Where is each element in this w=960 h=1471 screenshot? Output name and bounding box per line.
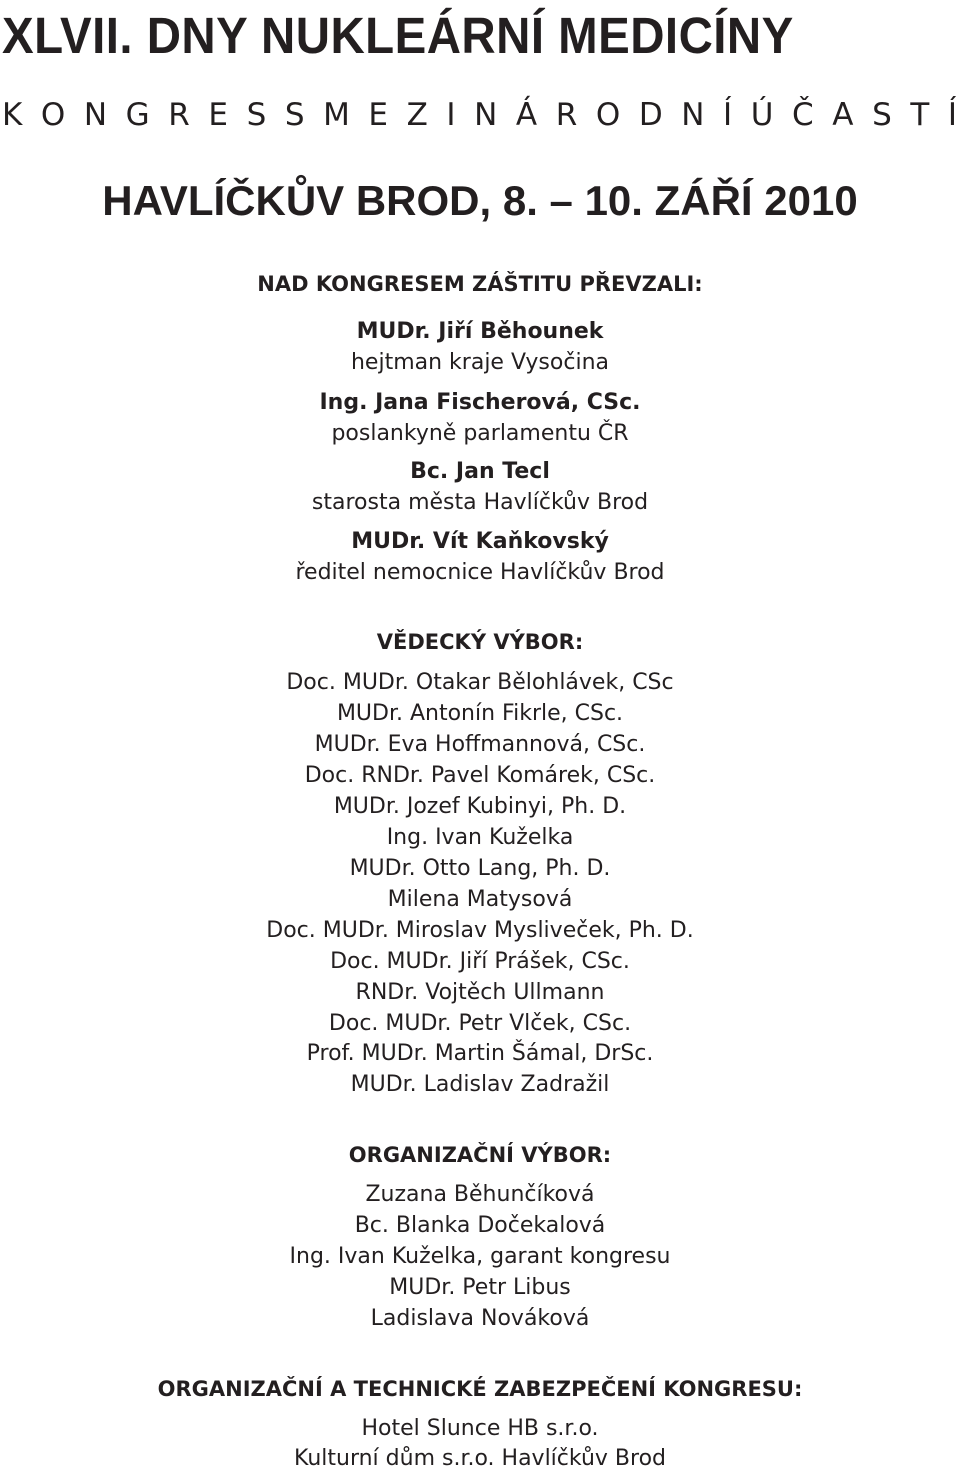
scientific-committee-member: MUDr. Otto Lang, Ph. D. — [349, 856, 611, 881]
patron-role: ředitel nemocnice Havlíčkův Brod — [295, 560, 665, 585]
scientific-committee-member: Doc. MUDr. Jiří Prášek, CSc. — [330, 949, 630, 974]
patron-role: poslankyně parlamentu ČR — [331, 421, 629, 446]
patron-name: MUDr. Jiří Běhounek — [356, 319, 604, 344]
scientific-committee-member: Doc. MUDr. Miroslav Mysliveček, Ph. D. — [266, 918, 694, 943]
congress-title: XLVII. DNY NUKLEÁRNÍ MEDICÍNY — [2, 7, 794, 64]
technical-support-entity: Hotel Slunce HB s.r.o. — [361, 1416, 599, 1441]
scientific-committee-member: MUDr. Ladislav Zadražil — [350, 1072, 610, 1097]
technical-support-entity: Kulturní dům s.r.o. Havlíčkův Brod — [294, 1446, 666, 1471]
patron-name: Bc. Jan Tecl — [410, 459, 550, 484]
congress-subtitle: K O N G R E S S M E Z I N Á R O D N Í Ú Č A S T Í — [2, 97, 957, 133]
place-and-date: HAVLÍČKŮV BROD, 8. – 10. ZÁŘÍ 2010 — [102, 177, 858, 224]
scientific-committee-member: Doc. MUDr. Otakar Bělohlávek, CSc — [286, 670, 674, 695]
scientific-committee-member: Milena Matysová — [387, 887, 573, 912]
organizing-committee-member: Bc. Blanka Dočekalová — [354, 1213, 606, 1238]
scientific-committee-member: Ing. Ivan Kuželka — [386, 825, 574, 850]
scientific-committee-member: Prof. MUDr. Martin Šámal, DrSc. — [306, 1041, 654, 1066]
patron-name: MUDr. Vít Kaňkovský — [351, 529, 609, 554]
scientific-committee-member: MUDr. Eva Hoffmannová, CSc. — [314, 732, 646, 757]
organizing-committee-member: Zuzana Běhunčíková — [365, 1182, 595, 1207]
organizing-committee-heading: ORGANIZAČNÍ VÝBOR: — [348, 1143, 612, 1167]
scientific-committee-member: Doc. MUDr. Petr Vlček, CSc. — [328, 1011, 632, 1036]
patron-role: hejtman kraje Vysočina — [350, 350, 609, 375]
patron-name: Ing. Jana Fischerová, CSc. — [319, 390, 641, 415]
scientific-committee-member: MUDr. Antonín Fikrle, CSc. — [336, 701, 624, 726]
organizing-committee-member: Ing. Ivan Kuželka, garant kongresu — [289, 1244, 671, 1269]
organizing-committee-member: MUDr. Petr Libus — [389, 1275, 571, 1300]
scientific-committee-heading: VĚDECKÝ VÝBOR: — [376, 630, 584, 654]
patronage-heading: NAD KONGRESEM ZÁŠTITU PŘEVZALI: — [257, 272, 703, 296]
scientific-committee-member: MUDr. Jozef Kubinyi, Ph. D. — [333, 794, 627, 819]
organizing-committee-member: Ladislava Nováková — [370, 1306, 590, 1331]
scientific-committee-member: RNDr. Vojtěch Ullmann — [355, 980, 605, 1005]
patron-role: starosta města Havlíčkův Brod — [311, 490, 649, 515]
scientific-committee-member: Doc. RNDr. Pavel Komárek, CSc. — [304, 763, 656, 788]
technical-support-heading: ORGANIZAČNÍ A TECHNICKÉ ZABEZPEČENÍ KONGRESU: — [157, 1377, 803, 1401]
